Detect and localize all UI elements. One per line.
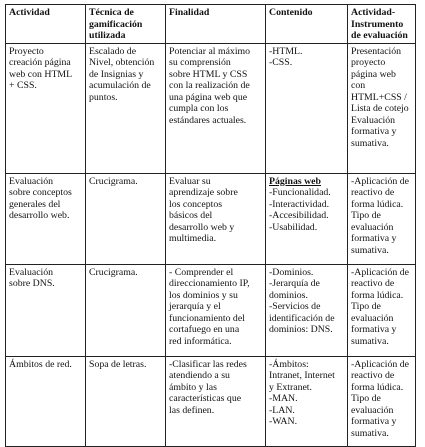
cell-line: forma lúdica. bbox=[351, 198, 404, 210]
table-cell-tecnica bbox=[86, 356, 166, 446]
table-cell-actividad bbox=[6, 264, 86, 356]
table-row bbox=[6, 264, 416, 356]
cell-line: una página web que bbox=[169, 91, 248, 103]
cell-line: de Insignias y bbox=[89, 68, 144, 80]
table-cell-tecnica bbox=[86, 173, 166, 264]
cell-line: -Aplicación de bbox=[351, 358, 409, 370]
header-cell-finalidad bbox=[166, 5, 266, 44]
cell-line: Tipo de bbox=[351, 210, 381, 221]
cell-line: Crucigrama. bbox=[89, 175, 138, 187]
cell-line: -Dominios. bbox=[269, 266, 314, 278]
cell-line: formativa y bbox=[351, 324, 397, 335]
header-cell-tecnica bbox=[86, 5, 166, 44]
cell-line: evaluación bbox=[351, 221, 394, 233]
cell-line: + CSS. bbox=[9, 80, 37, 91]
table-cell-evaluacion bbox=[348, 43, 416, 173]
cell-line: Ámbitos de red. bbox=[9, 358, 72, 370]
cell-line: Tipo de bbox=[351, 393, 381, 404]
cell-line: formativa y bbox=[351, 416, 397, 427]
cell-line: de evaluación bbox=[351, 30, 408, 41]
cell-line: HTML+CSS / bbox=[351, 91, 407, 103]
cell-line: evaluación bbox=[351, 312, 394, 324]
cell-line: atendiendo a su bbox=[169, 370, 230, 381]
table-cell-actividad bbox=[6, 356, 86, 446]
table-cell-actividad bbox=[6, 173, 86, 264]
table-cell-finalidad bbox=[166, 43, 266, 173]
cell-line: formativa y bbox=[351, 233, 397, 244]
header-row bbox=[6, 5, 416, 44]
cell-line: Evaluación bbox=[9, 175, 54, 187]
cell-line: con bbox=[351, 80, 366, 91]
cell-line: formativa y bbox=[351, 126, 397, 137]
cell-line: sumativa. bbox=[351, 335, 389, 347]
cell-line: ámbito y las bbox=[169, 381, 217, 393]
cell-line: -Servicios de bbox=[269, 301, 321, 312]
cell-line: -Ámbitos: bbox=[269, 358, 309, 370]
cell-line: Escalado de bbox=[89, 45, 137, 57]
cell-line: con la realización de bbox=[169, 80, 250, 91]
cell-line: -HTML. bbox=[269, 45, 303, 57]
cell-line: - Comprender el bbox=[169, 266, 234, 278]
cell-line: -CSS. bbox=[269, 57, 293, 68]
cell-line: identificación de bbox=[269, 312, 335, 324]
cell-line: sumativa. bbox=[351, 427, 389, 439]
cell-line: -Accesibilidad. bbox=[269, 210, 329, 221]
table-body bbox=[6, 43, 416, 446]
cell-line: estándares actuales. bbox=[169, 114, 247, 126]
cell-line: -Clasificar las redes bbox=[169, 358, 247, 370]
table-row bbox=[6, 173, 416, 264]
cell-line: sobre conceptos bbox=[9, 187, 72, 198]
cell-line: su comprensión bbox=[169, 57, 231, 68]
cell-line: cortafuego en una bbox=[169, 324, 240, 335]
cell-line: reactivo de bbox=[351, 370, 395, 381]
cell-line: Evaluar su bbox=[169, 175, 211, 187]
cell-line: Presentación bbox=[351, 45, 402, 57]
cell-line: características que bbox=[169, 393, 242, 404]
document-page bbox=[5, 4, 416, 447]
cell-line: web con HTML bbox=[9, 68, 73, 80]
header-cell-actividad bbox=[6, 5, 86, 44]
cell-line: las definen. bbox=[169, 404, 215, 416]
cell-line: generales del bbox=[9, 198, 61, 210]
table-cell-contenido bbox=[266, 264, 348, 356]
cell-line: funcionamiento del bbox=[169, 312, 245, 324]
header-cell-contenido bbox=[266, 5, 348, 44]
cell-line: direccionamiento IP, bbox=[169, 278, 250, 289]
table-row bbox=[6, 43, 416, 173]
table-cell-finalidad bbox=[166, 356, 266, 446]
cell-line: -Interactividad. bbox=[269, 198, 330, 210]
cell-line: forma lúdica. bbox=[351, 381, 404, 393]
cell-line: red informática. bbox=[169, 335, 232, 347]
table-cell-evaluacion bbox=[348, 356, 416, 446]
cell-line: Potenciar al máximo bbox=[169, 45, 251, 57]
cell-line: desarrollo web y bbox=[169, 221, 235, 233]
cell-line: Actividad- bbox=[351, 7, 396, 18]
cell-line: Proyecto bbox=[9, 45, 44, 57]
cell-line: Contenido bbox=[269, 7, 313, 18]
cell-line: sumativa. bbox=[351, 137, 389, 149]
cell-line: Lista de cotejo bbox=[351, 103, 409, 114]
cell-line: básicos del bbox=[169, 210, 213, 221]
cell-line: -MAN. bbox=[269, 393, 298, 404]
table-cell-finalidad bbox=[166, 173, 266, 264]
cell-line: proyecto bbox=[351, 57, 386, 68]
cell-line: Instrumento bbox=[351, 18, 404, 30]
cell-line: -Aplicación de bbox=[351, 266, 409, 278]
header-cell-evaluacion bbox=[348, 5, 416, 44]
cell-line: Intranet, Internet bbox=[269, 370, 335, 381]
cell-line: sobre DNS. bbox=[9, 278, 55, 289]
table-cell-evaluacion bbox=[348, 173, 416, 264]
cell-line: -Usabilidad. bbox=[269, 221, 318, 233]
table-cell-contenido bbox=[266, 356, 348, 446]
cell-line: aprendizaje sobre bbox=[169, 187, 238, 198]
table-cell-contenido bbox=[266, 173, 348, 264]
cell-line: -Aplicación de bbox=[351, 175, 409, 187]
cell-line: creación página bbox=[9, 57, 71, 68]
cell-line: puntos. bbox=[89, 91, 118, 103]
table-cell-finalidad bbox=[166, 264, 266, 356]
cell-line: Tipo de bbox=[351, 301, 381, 312]
table-cell-evaluacion bbox=[348, 264, 416, 356]
cell-line: reactivo de bbox=[351, 278, 395, 289]
cell-line: los conceptos bbox=[169, 198, 223, 210]
cell-line: dominios: DNS. bbox=[269, 324, 333, 335]
cell-line: -Funcionalidad. bbox=[269, 187, 331, 198]
cell-line: utilizada bbox=[89, 30, 126, 41]
cell-line: Finalidad bbox=[169, 7, 210, 18]
cell-line: los dominios y su bbox=[169, 289, 238, 301]
cell-line: Nivel, obtención bbox=[89, 57, 155, 68]
cell-line: reactivo de bbox=[351, 187, 395, 198]
cell-line: Técnica de bbox=[89, 7, 134, 18]
table-row bbox=[6, 356, 416, 446]
cell-line: sumativa. bbox=[351, 244, 389, 256]
table-cell-tecnica bbox=[86, 264, 166, 356]
cell-line: -LAN. bbox=[269, 404, 295, 416]
cell-line: forma lúdica. bbox=[351, 289, 404, 301]
cell-line: Crucigrama. bbox=[89, 266, 138, 278]
cell-line: acumulación de bbox=[89, 80, 151, 91]
cell-line: y Extranet. bbox=[269, 381, 312, 393]
cell-line: Evaluación bbox=[351, 114, 396, 126]
content-heading: Páginas web bbox=[269, 175, 321, 187]
cell-line: desarrollo web. bbox=[9, 210, 70, 221]
cell-line: gamificación bbox=[89, 18, 143, 30]
cell-line: dominios. bbox=[269, 289, 308, 301]
cell-line: página web bbox=[351, 68, 396, 80]
cell-line: cumpla con los bbox=[169, 103, 229, 114]
cell-line: Actividad bbox=[9, 7, 50, 18]
cell-line: -WAN. bbox=[269, 416, 298, 427]
cell-line: sobre HTML y CSS bbox=[169, 68, 248, 80]
cell-line: -Jerarquía de bbox=[269, 278, 320, 289]
cell-line: evaluación bbox=[351, 404, 394, 416]
cell-line: jerarquía y el bbox=[169, 301, 221, 312]
cell-line: Evaluación bbox=[9, 266, 54, 278]
cell-line: multimedia. bbox=[169, 233, 217, 244]
table-cell-actividad bbox=[6, 43, 86, 173]
gamification-activities-table bbox=[5, 4, 416, 447]
cell-line: Sopa de letras. bbox=[89, 358, 147, 370]
table-cell-tecnica bbox=[86, 43, 166, 173]
table-cell-contenido bbox=[266, 43, 348, 173]
